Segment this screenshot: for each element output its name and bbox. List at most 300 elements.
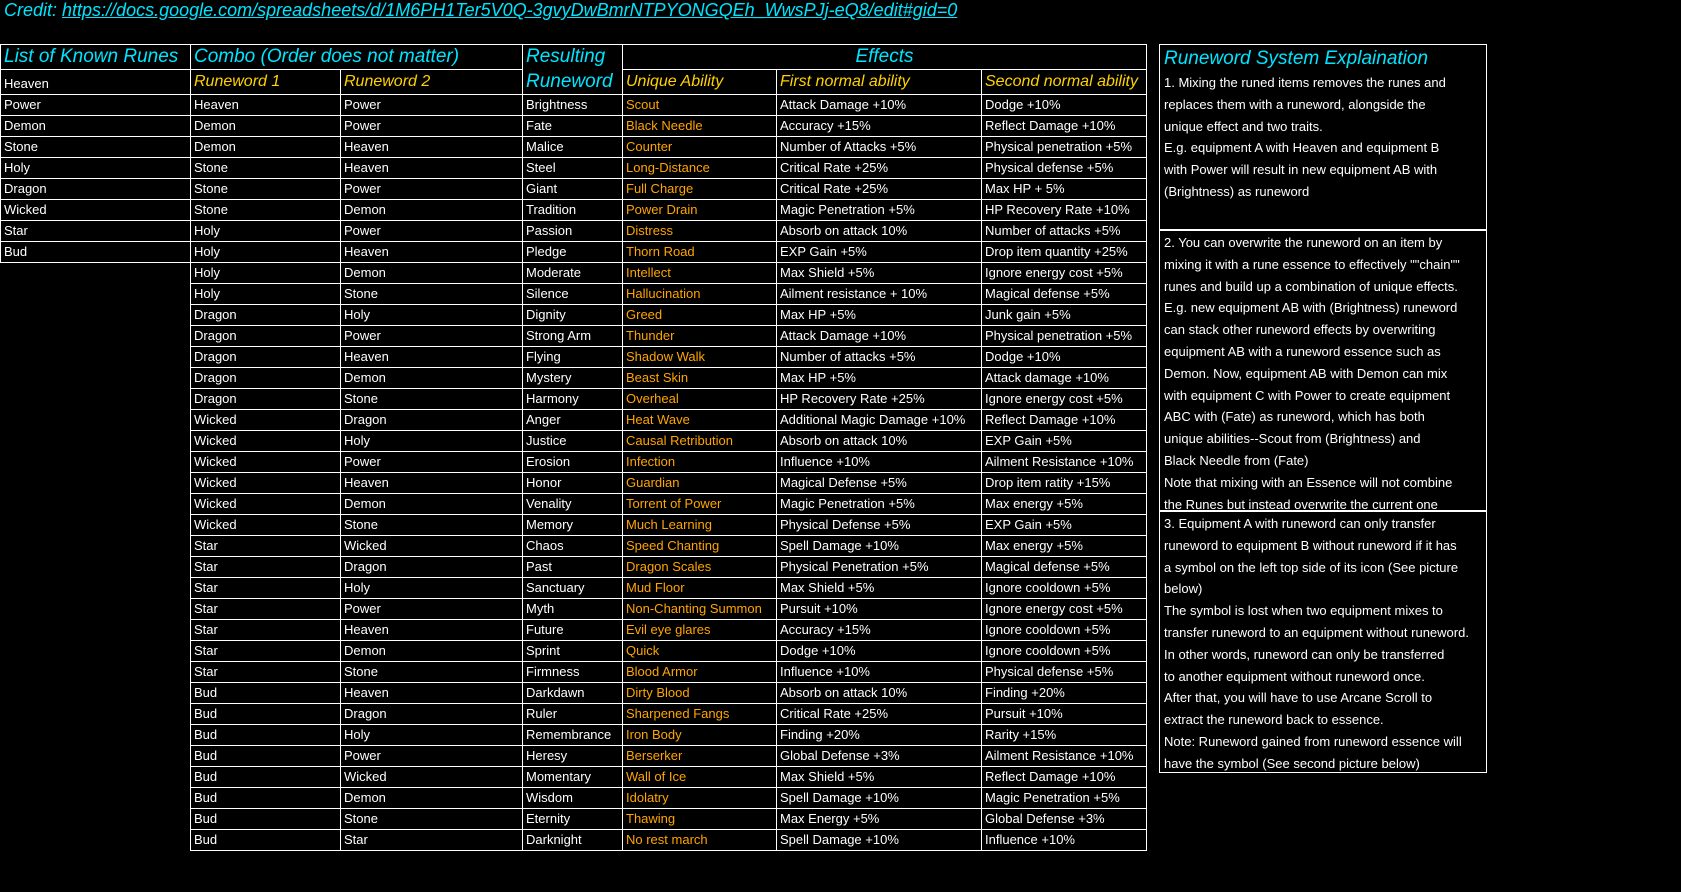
table-row bbox=[1, 515, 1147, 536]
first-ability-cell: Ailment resistance + 10% bbox=[777, 284, 982, 305]
second-ability-cell: Ignore cooldown +5% bbox=[982, 620, 1147, 641]
runeword-1-cell: Wicked bbox=[191, 494, 341, 515]
runeword-2-cell: Holy bbox=[341, 578, 523, 599]
runeword-1-cell: Bud bbox=[191, 830, 341, 851]
unique-ability-cell: Black Needle bbox=[623, 116, 777, 137]
second-ability-cell: Drop item quantity +25% bbox=[982, 242, 1147, 263]
table-row bbox=[1, 683, 1147, 704]
first-ability-cell: Critical Rate +25% bbox=[777, 179, 982, 200]
second-ability-cell: Ignore cooldown +5% bbox=[982, 578, 1147, 599]
explanation-line: unique abilities--Scout from (Brightness) and bbox=[1164, 431, 1421, 447]
explanation-line: 1. Mixing the runed items removes the runes and bbox=[1164, 75, 1446, 90]
table-row bbox=[1, 263, 1147, 284]
table-row bbox=[1, 767, 1147, 788]
runeword-2-cell: Demon bbox=[341, 494, 523, 515]
resulting-runeword-cell: Myth bbox=[523, 599, 623, 620]
explanation-title: Runeword System Explaination bbox=[1164, 48, 1429, 69]
runeword-2-cell: Heaven bbox=[341, 242, 523, 263]
resulting-runeword-cell: Chaos bbox=[523, 536, 623, 557]
table-row bbox=[1, 641, 1147, 662]
explanation-line: (Brightness) as runeword bbox=[1164, 183, 1310, 199]
second-ability-cell: Max energy +5% bbox=[982, 494, 1147, 515]
table-row bbox=[1, 620, 1147, 641]
unique-ability-cell: Counter bbox=[623, 137, 777, 158]
table-row bbox=[1, 179, 1147, 200]
resulting-runeword-cell: Venality bbox=[523, 494, 623, 515]
resulting-runeword-cell: Darknight bbox=[523, 830, 623, 851]
explanation-line: equipment AB with a runeword essence such as bbox=[1164, 343, 1441, 359]
header-combo: Combo (Order does not matter) bbox=[191, 45, 523, 70]
runeword-2-cell: Dragon bbox=[341, 557, 523, 578]
explanation-box-3 bbox=[1159, 511, 1487, 773]
first-ability-cell: Physical Penetration +5% bbox=[777, 557, 982, 578]
empty-cell bbox=[1, 473, 191, 494]
header-second-ability: Second normal ability bbox=[982, 70, 1147, 95]
runeword-1-cell: Holy bbox=[191, 221, 341, 242]
runeword-1-cell: Bud bbox=[191, 725, 341, 746]
second-ability-cell: Attack damage +10% bbox=[982, 368, 1147, 389]
runeword-2-cell: Wicked bbox=[341, 536, 523, 557]
second-ability-cell: Pursuit +10% bbox=[982, 704, 1147, 725]
second-ability-cell: Drop item ratity +15% bbox=[982, 473, 1147, 494]
explanation-line: replaces them with a runeword, alongside the bbox=[1164, 96, 1426, 112]
runeword-1-cell: Star bbox=[191, 578, 341, 599]
second-ability-cell: Ignore energy cost +5% bbox=[982, 263, 1147, 284]
empty-cell bbox=[1, 788, 191, 809]
empty-cell bbox=[1, 725, 191, 746]
runeword-2-cell: Holy bbox=[341, 305, 523, 326]
table-row bbox=[1, 599, 1147, 620]
runeword-1-cell: Star bbox=[191, 599, 341, 620]
table-row bbox=[1, 431, 1147, 452]
runeword-1-cell: Wicked bbox=[191, 473, 341, 494]
first-ability-cell: Dodge +10% bbox=[777, 641, 982, 662]
unique-ability-cell: Causal Retribution bbox=[623, 431, 777, 452]
runeword-2-cell: Stone bbox=[341, 389, 523, 410]
second-ability-cell: Physical penetration +5% bbox=[982, 326, 1147, 347]
first-ability-cell: Spell Damage +10% bbox=[777, 788, 982, 809]
unique-ability-cell: Intellect bbox=[623, 263, 777, 284]
resulting-runeword-cell: Harmony bbox=[523, 389, 623, 410]
runeword-2-cell: Demon bbox=[341, 263, 523, 284]
runeword-2-cell: Holy bbox=[341, 431, 523, 452]
first-ability-cell: Absorb on attack 10% bbox=[777, 221, 982, 242]
resulting-runeword-cell: Justice bbox=[523, 431, 623, 452]
unique-ability-cell: Overheal bbox=[623, 389, 777, 410]
explanation-line: Note: Runeword gained from runeword essence will bbox=[1164, 733, 1462, 749]
runeword-2-cell: Stone bbox=[341, 662, 523, 683]
unique-ability-cell: Much Learning bbox=[623, 515, 777, 536]
resulting-runeword-cell: Dignity bbox=[523, 305, 623, 326]
table-row bbox=[1, 473, 1147, 494]
second-ability-cell: Finding +20% bbox=[982, 683, 1147, 704]
unique-ability-cell: Idolatry bbox=[623, 788, 777, 809]
runeword-2-cell: Stone bbox=[341, 284, 523, 305]
table-row bbox=[1, 662, 1147, 683]
runeword-1-cell: Demon bbox=[191, 137, 341, 158]
resulting-runeword-cell: Mystery bbox=[523, 368, 623, 389]
explanation-line: the Runes but instead overwrite the current one bbox=[1164, 496, 1438, 512]
explanation-line: E.g. equipment A with Heaven and equipment B bbox=[1164, 140, 1440, 156]
table-row bbox=[1, 116, 1147, 137]
first-ability-cell: Absorb on attack 10% bbox=[777, 431, 982, 452]
first-ability-cell: Max Shield +5% bbox=[777, 578, 982, 599]
empty-cell bbox=[1, 284, 191, 305]
explanation-line: 2. You can overwrite the runeword on an item by bbox=[1164, 235, 1443, 250]
explanation-point-1 bbox=[1164, 72, 1482, 203]
empty-cell bbox=[1, 347, 191, 368]
runeword-1-cell: Wicked bbox=[191, 515, 341, 536]
known-rune-cell: Holy bbox=[1, 158, 191, 179]
first-ability-cell: Absorb on attack 10% bbox=[777, 683, 982, 704]
unique-ability-cell: Shadow Walk bbox=[623, 347, 777, 368]
first-ability-cell: Critical Rate +25% bbox=[777, 704, 982, 725]
runeword-2-cell: Holy bbox=[341, 725, 523, 746]
unique-ability-cell: Power Drain bbox=[623, 200, 777, 221]
first-ability-cell: Spell Damage +10% bbox=[777, 830, 982, 851]
resulting-runeword-cell: Malice bbox=[523, 137, 623, 158]
second-ability-cell: Reflect Damage +10% bbox=[982, 410, 1147, 431]
explanation-box-1 bbox=[1159, 44, 1487, 230]
runeword-2-cell: Dragon bbox=[341, 410, 523, 431]
runeword-1-cell: Bud bbox=[191, 704, 341, 725]
empty-cell bbox=[1, 830, 191, 851]
header-row-1 bbox=[1, 45, 1147, 70]
resulting-runeword-cell: Heresy bbox=[523, 746, 623, 767]
first-ability-cell: Number of Attacks +5% bbox=[777, 137, 982, 158]
runeword-2-cell: Power bbox=[341, 95, 523, 116]
empty-cell bbox=[1, 389, 191, 410]
runeword-1-cell: Dragon bbox=[191, 389, 341, 410]
runeword-2-cell: Power bbox=[341, 221, 523, 242]
unique-ability-cell: Mud Floor bbox=[623, 578, 777, 599]
runeword-2-cell: Power bbox=[341, 326, 523, 347]
explanation-line: mixing it with a rune essence to effectively ""chain"" bbox=[1164, 256, 1460, 272]
runeword-1-cell: Bud bbox=[191, 767, 341, 788]
runeword-2-cell: Heaven bbox=[341, 347, 523, 368]
resulting-runeword-cell: Anger bbox=[523, 410, 623, 431]
runeword-1-cell: Dragon bbox=[191, 305, 341, 326]
explanation-line: transfer runeword to an equipment without runeword. bbox=[1164, 624, 1469, 640]
second-ability-cell: Ignore energy cost +5% bbox=[982, 389, 1147, 410]
empty-cell bbox=[1, 683, 191, 704]
explanation-line: Note that mixing with an Essence will not combine bbox=[1164, 474, 1453, 490]
table-row bbox=[1, 452, 1147, 473]
table-row bbox=[1, 200, 1147, 221]
unique-ability-cell: Speed Chanting bbox=[623, 536, 777, 557]
unique-ability-cell: Heat Wave bbox=[623, 410, 777, 431]
unique-ability-cell: Infection bbox=[623, 452, 777, 473]
resulting-runeword-cell: Firmness bbox=[523, 662, 623, 683]
second-ability-cell: Physical defense +5% bbox=[982, 662, 1147, 683]
known-rune-cell: Dragon bbox=[1, 179, 191, 200]
table-row bbox=[1, 746, 1147, 767]
explanation-line: below) bbox=[1164, 581, 1203, 597]
first-ability-cell: Critical Rate +25% bbox=[777, 158, 982, 179]
table-row bbox=[1, 326, 1147, 347]
empty-cell bbox=[1, 746, 191, 767]
first-ability-cell: Accuracy +15% bbox=[777, 116, 982, 137]
second-ability-cell: Magic Penetration +5% bbox=[982, 788, 1147, 809]
header-runeword: Runeword bbox=[523, 70, 623, 95]
runeword-1-cell: Wicked bbox=[191, 452, 341, 473]
first-ability-cell: Max Energy +5% bbox=[777, 809, 982, 830]
resulting-runeword-cell: Future bbox=[523, 620, 623, 641]
resulting-runeword-cell: Sprint bbox=[523, 641, 623, 662]
table-row bbox=[1, 536, 1147, 557]
known-rune-cell: Star bbox=[1, 221, 191, 242]
second-ability-cell: Dodge +10% bbox=[982, 95, 1147, 116]
second-ability-cell: Reflect Damage +10% bbox=[982, 767, 1147, 788]
credit-label: Credit: bbox=[4, 0, 58, 20]
runeword-1-cell: Star bbox=[191, 536, 341, 557]
resulting-runeword-cell: Steel bbox=[523, 158, 623, 179]
empty-cell bbox=[1, 368, 191, 389]
first-ability-cell: Magic Penetration +5% bbox=[777, 200, 982, 221]
explanation-line: a symbol on the left top side of its icon (See picture bbox=[1164, 559, 1459, 575]
first-ability-cell: Max Shield +5% bbox=[777, 263, 982, 284]
runeword-1-cell: Stone bbox=[191, 179, 341, 200]
explanation-point-2 bbox=[1164, 232, 1482, 515]
unique-ability-cell: Berserker bbox=[623, 746, 777, 767]
unique-ability-cell: Hallucination bbox=[623, 284, 777, 305]
runeword-2-cell: Wicked bbox=[341, 767, 523, 788]
empty-cell bbox=[1, 494, 191, 515]
table-row bbox=[1, 809, 1147, 830]
runeword-2-cell: Heaven bbox=[341, 620, 523, 641]
explanation-point-3 bbox=[1164, 513, 1482, 775]
empty-cell bbox=[1, 305, 191, 326]
credit-link[interactable]: https://docs.google.com/spreadsheets/d/1M6PH1Ter5V0Q-3gvyDwBmrNTPYONGQEh_WwsPJj-eQ8/edit#gid=0 bbox=[62, 0, 958, 20]
known-rune-cell: Heaven bbox=[1, 70, 191, 95]
empty-cell bbox=[1, 662, 191, 683]
runeword-1-cell: Holy bbox=[191, 263, 341, 284]
unique-ability-cell: Guardian bbox=[623, 473, 777, 494]
second-ability-cell: Physical penetration +5% bbox=[982, 137, 1147, 158]
runeword-2-cell: Stone bbox=[341, 809, 523, 830]
resulting-runeword-cell: Silence bbox=[523, 284, 623, 305]
explanation-line: have the symbol (See second picture below) bbox=[1164, 755, 1420, 771]
table-row bbox=[1, 368, 1147, 389]
known-rune-cell: Wicked bbox=[1, 200, 191, 221]
header-runeword-1: Runeword 1 bbox=[191, 70, 341, 95]
runeword-1-cell: Demon bbox=[191, 116, 341, 137]
header-known-runes: List of Known Runes bbox=[1, 45, 191, 70]
table-row bbox=[1, 137, 1147, 158]
table-row bbox=[1, 410, 1147, 431]
empty-cell bbox=[1, 515, 191, 536]
runeword-2-cell: Power bbox=[341, 116, 523, 137]
runeword-1-cell: Stone bbox=[191, 200, 341, 221]
second-ability-cell: Junk gain +5% bbox=[982, 305, 1147, 326]
explanation-line: runeword to equipment B without runeword if it has bbox=[1164, 537, 1457, 553]
table-row bbox=[1, 788, 1147, 809]
first-ability-cell: Magic Penetration +5% bbox=[777, 494, 982, 515]
credit-line bbox=[4, 0, 957, 21]
unique-ability-cell: Thunder bbox=[623, 326, 777, 347]
table-row bbox=[1, 221, 1147, 242]
runeword-2-cell: Dragon bbox=[341, 704, 523, 725]
first-ability-cell: Influence +10% bbox=[777, 662, 982, 683]
unique-ability-cell: Iron Body bbox=[623, 725, 777, 746]
resulting-runeword-cell: Honor bbox=[523, 473, 623, 494]
second-ability-cell: Number of attacks +5% bbox=[982, 221, 1147, 242]
table-row bbox=[1, 704, 1147, 725]
runeword-1-cell: Star bbox=[191, 641, 341, 662]
table-row bbox=[1, 242, 1147, 263]
runeword-2-cell: Heaven bbox=[341, 137, 523, 158]
runeword-1-cell: Heaven bbox=[191, 95, 341, 116]
unique-ability-cell: Full Charge bbox=[623, 179, 777, 200]
empty-cell bbox=[1, 809, 191, 830]
second-ability-cell: Reflect Damage +10% bbox=[982, 116, 1147, 137]
resulting-runeword-cell: Momentary bbox=[523, 767, 623, 788]
runeword-2-cell: Power bbox=[341, 599, 523, 620]
runeword-1-cell: Stone bbox=[191, 158, 341, 179]
resulting-runeword-cell: Memory bbox=[523, 515, 623, 536]
table-row bbox=[1, 557, 1147, 578]
known-rune-cell: Stone bbox=[1, 137, 191, 158]
first-ability-cell: Influence +10% bbox=[777, 452, 982, 473]
table-row bbox=[1, 158, 1147, 179]
runeword-1-cell: Dragon bbox=[191, 368, 341, 389]
explanation-line: unique effect and two traits. bbox=[1164, 118, 1323, 134]
runeword-2-cell: Demon bbox=[341, 368, 523, 389]
empty-cell bbox=[1, 599, 191, 620]
runeword-1-cell: Holy bbox=[191, 284, 341, 305]
second-ability-cell: Physical defense +5% bbox=[982, 158, 1147, 179]
empty-cell bbox=[1, 557, 191, 578]
resulting-runeword-cell: Tradition bbox=[523, 200, 623, 221]
first-ability-cell: Max HP +5% bbox=[777, 305, 982, 326]
first-ability-cell: HP Recovery Rate +25% bbox=[777, 389, 982, 410]
explanation-line: extract the runeword back to essence. bbox=[1164, 712, 1384, 728]
resulting-runeword-cell: Flying bbox=[523, 347, 623, 368]
runeword-1-cell: Dragon bbox=[191, 326, 341, 347]
resulting-runeword-cell: Erosion bbox=[523, 452, 623, 473]
second-ability-cell: HP Recovery Rate +10% bbox=[982, 200, 1147, 221]
first-ability-cell: Pursuit +10% bbox=[777, 599, 982, 620]
unique-ability-cell: No rest march bbox=[623, 830, 777, 851]
header-unique-ability: Unique Ability bbox=[623, 70, 777, 95]
second-ability-cell: Influence +10% bbox=[982, 830, 1147, 851]
first-ability-cell: Accuracy +15% bbox=[777, 620, 982, 641]
empty-cell bbox=[1, 578, 191, 599]
explanation-line: After that, you will have to use Arcane Scroll to bbox=[1164, 690, 1433, 706]
runeword-1-cell: Star bbox=[191, 557, 341, 578]
unique-ability-cell: Dirty Blood bbox=[623, 683, 777, 704]
empty-cell bbox=[1, 641, 191, 662]
runeword-2-cell: Power bbox=[341, 452, 523, 473]
runeword-1-cell: Bud bbox=[191, 788, 341, 809]
resulting-runeword-cell: Darkdawn bbox=[523, 683, 623, 704]
second-ability-cell: EXP Gain +5% bbox=[982, 515, 1147, 536]
second-ability-cell: Rarity +15% bbox=[982, 725, 1147, 746]
second-ability-cell: Magical defense +5% bbox=[982, 557, 1147, 578]
explanation-box-2 bbox=[1159, 230, 1487, 511]
unique-ability-cell: Torrent of Power bbox=[623, 494, 777, 515]
unique-ability-cell: Greed bbox=[623, 305, 777, 326]
explanation-line: ABC with (Fate) as runeword, which has both bbox=[1164, 409, 1425, 425]
explanation-line: 3. Equipment A with runeword can only transfer bbox=[1164, 516, 1436, 531]
runeword-2-cell: Star bbox=[341, 830, 523, 851]
empty-cell bbox=[1, 620, 191, 641]
runeword-table bbox=[0, 44, 1147, 851]
unique-ability-cell: Distress bbox=[623, 221, 777, 242]
runeword-2-cell: Stone bbox=[341, 515, 523, 536]
runeword-1-cell: Dragon bbox=[191, 347, 341, 368]
first-ability-cell: Finding +20% bbox=[777, 725, 982, 746]
first-ability-cell: Max HP +5% bbox=[777, 368, 982, 389]
resulting-runeword-cell: Ruler bbox=[523, 704, 623, 725]
explanation-line: E.g. new equipment AB with (Brightness) runeword bbox=[1164, 300, 1458, 316]
first-ability-cell: Max Shield +5% bbox=[777, 767, 982, 788]
second-ability-cell: Dodge +10% bbox=[982, 347, 1147, 368]
header-first-ability: First normal ability bbox=[777, 70, 982, 95]
runeword-1-cell: Bud bbox=[191, 746, 341, 767]
header-row-2 bbox=[1, 70, 1147, 95]
unique-ability-cell: Wall of Ice bbox=[623, 767, 777, 788]
resulting-runeword-cell: Moderate bbox=[523, 263, 623, 284]
unique-ability-cell: Beast Skin bbox=[623, 368, 777, 389]
second-ability-cell: Ailment Resistance +10% bbox=[982, 746, 1147, 767]
unique-ability-cell: Scout bbox=[623, 95, 777, 116]
empty-cell bbox=[1, 431, 191, 452]
known-rune-cell: Demon bbox=[1, 116, 191, 137]
unique-ability-cell: Long-Distance bbox=[623, 158, 777, 179]
known-rune-cell: Bud bbox=[1, 242, 191, 263]
runeword-2-cell: Power bbox=[341, 746, 523, 767]
explanation-line: runes and build up a combination of unique effects. bbox=[1164, 278, 1458, 294]
resulting-runeword-cell: Past bbox=[523, 557, 623, 578]
explanation-line: Black Needle from (Fate) bbox=[1164, 452, 1309, 468]
unique-ability-cell: Quick bbox=[623, 641, 777, 662]
second-ability-cell: EXP Gain +5% bbox=[982, 431, 1147, 452]
header-resulting: Resulting bbox=[523, 45, 623, 70]
explanation-line: Demon. Now, equipment AB with Demon can mix bbox=[1164, 365, 1448, 381]
first-ability-cell: Additional Magic Damage +10% bbox=[777, 410, 982, 431]
empty-cell bbox=[1, 704, 191, 725]
runeword-1-cell: Star bbox=[191, 620, 341, 641]
table-row bbox=[1, 830, 1147, 851]
table-row bbox=[1, 284, 1147, 305]
second-ability-cell: Magical defense +5% bbox=[982, 284, 1147, 305]
table-row bbox=[1, 578, 1147, 599]
empty-cell bbox=[1, 536, 191, 557]
known-rune-cell: Power bbox=[1, 95, 191, 116]
resulting-runeword-cell: Passion bbox=[523, 221, 623, 242]
empty-cell bbox=[1, 410, 191, 431]
runeword-2-cell: Heaven bbox=[341, 683, 523, 704]
table-row bbox=[1, 305, 1147, 326]
runeword-1-cell: Holy bbox=[191, 242, 341, 263]
unique-ability-cell: Thawing bbox=[623, 809, 777, 830]
second-ability-cell: Global Defense +3% bbox=[982, 809, 1147, 830]
first-ability-cell: Attack Damage +10% bbox=[777, 95, 982, 116]
table-row bbox=[1, 95, 1147, 116]
first-ability-cell: EXP Gain +5% bbox=[777, 242, 982, 263]
unique-ability-cell: Non-Chanting Summon bbox=[623, 599, 777, 620]
explanation-line: can stack other runeword effects by overwriting bbox=[1164, 322, 1436, 338]
second-ability-cell: Max energy +5% bbox=[982, 536, 1147, 557]
runeword-1-cell: Star bbox=[191, 662, 341, 683]
unique-ability-cell: Evil eye glares bbox=[623, 620, 777, 641]
resulting-runeword-cell: Giant bbox=[523, 179, 623, 200]
header-runeword-2: Runeword 2 bbox=[341, 70, 523, 95]
empty-cell bbox=[1, 767, 191, 788]
empty-cell bbox=[1, 263, 191, 284]
first-ability-cell: Spell Damage +10% bbox=[777, 536, 982, 557]
